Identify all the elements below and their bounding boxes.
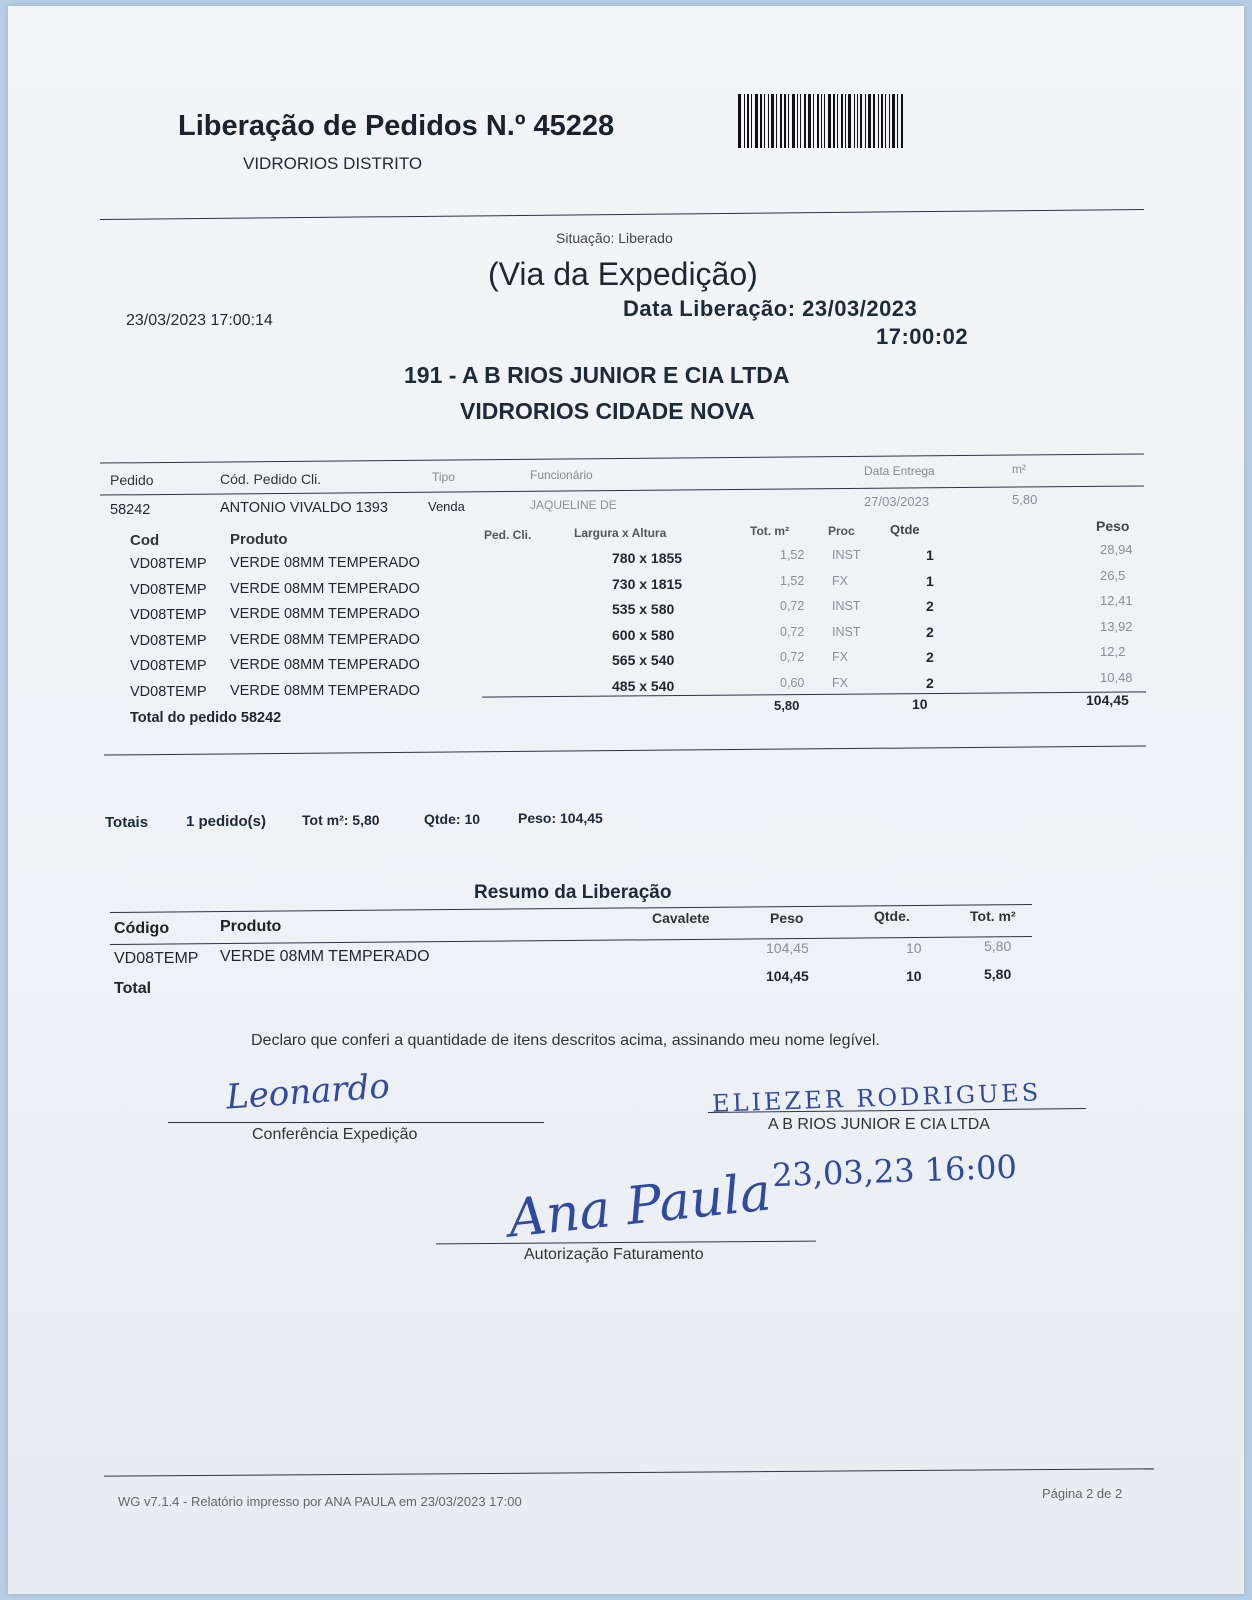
item-peso: 26,5 <box>1100 567 1126 583</box>
item-qtde: 1 <box>926 547 934 563</box>
barcode-bar <box>860 94 862 148</box>
barcode-bar <box>857 94 858 148</box>
barcode-bar <box>889 94 890 148</box>
totals-m2: Tot m²: 5,80 <box>302 812 380 828</box>
item-tot-m2: 1,52 <box>780 548 805 562</box>
barcode-bar <box>784 94 786 148</box>
signature-label-client: A B RIOS JUNIOR E CIA LTDA <box>768 1116 990 1133</box>
barcode-bar <box>837 94 838 148</box>
item-peso: 12,41 <box>1100 593 1133 608</box>
summary-title: Resumo da Liberação <box>474 882 672 903</box>
items-col-produto: Produto <box>230 531 288 548</box>
item-peso: 10,48 <box>1100 669 1133 685</box>
barcode-bar <box>868 94 871 148</box>
item-cod: VD08TEMP <box>130 658 207 674</box>
item-proc: INST <box>832 548 861 562</box>
totals-orders: 1 pedido(s) <box>186 813 267 830</box>
item-tot-m2: 0,72 <box>780 599 805 613</box>
barcode-bar <box>797 94 798 148</box>
handwritten-date: 23,03,23 16:00 <box>771 1147 1018 1195</box>
item-dimensions: 565 x 540 <box>612 652 675 668</box>
barcode-bar <box>768 94 769 148</box>
item-proc: FX <box>832 675 848 690</box>
barcode-bar <box>841 94 843 148</box>
item-produto: VERDE 08MM TEMPERADO <box>230 631 420 648</box>
signature-autorizacao: Ana Paula <box>505 1162 774 1250</box>
status-text: Situação: Liberado <box>556 230 673 246</box>
item-cod: VD08TEMP <box>130 683 207 700</box>
barcode-bar <box>824 94 825 148</box>
summary-total-tot-m2: 5,80 <box>984 966 1012 982</box>
col-tipo: Tipo <box>432 470 455 484</box>
item-cod: VD08TEMP <box>130 607 207 623</box>
summary-col-tot-m2: Tot. m² <box>970 908 1016 924</box>
client-store: VIDRORIOS CIDADE NOVA <box>460 398 755 424</box>
summary-col-cavalete: Cavalete <box>652 910 710 926</box>
copy-type: (Via da Expedição) <box>488 256 758 292</box>
item-cod: VD08TEMP <box>130 581 207 598</box>
barcode-bar <box>828 94 831 148</box>
barcode-bar <box>788 94 789 148</box>
barcode <box>738 94 928 148</box>
col-m2: m² <box>1012 462 1026 476</box>
totals-label: Totais <box>105 814 149 831</box>
barcode-bar <box>764 94 765 148</box>
summary-col-peso: Peso <box>770 910 804 926</box>
barcode-bar <box>747 94 749 148</box>
summary-col-codigo: Código <box>114 920 170 937</box>
item-proc: FX <box>832 650 848 664</box>
signature-line-conferencia <box>168 1122 544 1123</box>
order-employee: JAQUELINE DE <box>530 498 617 512</box>
col-data-entrega: Data Entrega <box>864 464 935 478</box>
release-date: Data Liberação: 23/03/2023 <box>623 296 918 321</box>
col-cod-pedido-cli: Cód. Pedido Cli. <box>220 471 322 487</box>
items-col-tot-m2: Tot. m² <box>750 524 790 538</box>
barcode-bar <box>800 94 801 148</box>
document-page <box>8 6 1244 1594</box>
order-m2: 5,80 <box>1012 492 1038 507</box>
item-qtde: 1 <box>926 572 934 589</box>
barcode-bar <box>813 94 814 148</box>
item-proc: INST <box>832 599 861 613</box>
items-col-ped-cli: Ped. Cli. <box>484 528 532 542</box>
company-name: VIDRORIOS DISTRITO <box>243 154 423 173</box>
item-tot-m2: 1,52 <box>780 573 805 588</box>
item-peso: 12,2 <box>1100 644 1126 659</box>
barcode-bar <box>744 94 745 148</box>
signature-client: ELIEZER RODRIGUES <box>711 1078 1042 1118</box>
item-qtde: 2 <box>926 674 934 691</box>
barcode-bar <box>821 94 822 148</box>
footer-divider <box>104 1468 1154 1476</box>
order-total-m2: 5,80 <box>774 698 800 713</box>
barcode-bar <box>878 94 879 148</box>
item-produto: VERDE 08MM TEMPERADO <box>230 555 420 571</box>
summary-total-qtde: 10 <box>906 968 922 984</box>
barcode-bar <box>755 94 758 148</box>
order-total-peso: 104,45 <box>1086 692 1129 708</box>
item-qtde: 2 <box>926 623 934 640</box>
items-col-dimensions: Largura x Altura <box>574 526 667 540</box>
barcode-bar <box>845 94 846 148</box>
barcode-bar <box>865 94 866 148</box>
barcode-bar <box>780 94 782 148</box>
item-produto: VERDE 08MM TEMPERADO <box>230 580 420 597</box>
items-col-cod: Cod <box>130 532 160 549</box>
signature-label-autorizacao: Autorização Faturamento <box>524 1246 704 1263</box>
item-produto: VERDE 08MM TEMPERADO <box>230 682 420 699</box>
summary-row-produto: VERDE 08MM TEMPERADO <box>220 948 430 965</box>
totals-peso: Peso: 104,45 <box>518 810 603 826</box>
order-delivery-date: 27/03/2023 <box>864 494 930 509</box>
totals-qtde: Qtde: 10 <box>424 811 481 827</box>
items-col-qtde: Qtde <box>890 522 920 537</box>
col-pedido: Pedido <box>110 472 154 488</box>
item-proc: FX <box>832 573 848 588</box>
order-total-qtde: 10 <box>912 696 928 712</box>
print-timestamp: 23/03/2023 17:00:14 <box>126 312 273 329</box>
barcode-bar <box>760 94 762 148</box>
document-title: Liberação de Pedidos N.º 45228 <box>178 110 615 142</box>
footer-print-info: WG v7.1.4 - Relatório impresso por ANA PAULA em 23/03/2023 17:00 <box>118 1494 522 1509</box>
summary-col-qtde: Qtde. <box>874 908 910 924</box>
items-col-proc: Proc <box>828 524 855 538</box>
item-tot-m2: 0,72 <box>780 624 805 639</box>
barcode-bar <box>892 94 895 148</box>
client-name: 191 - A B RIOS JUNIOR E CIA LTDA <box>404 362 790 388</box>
footer-page-number: Página 2 de 2 <box>1042 1486 1123 1501</box>
summary-total-peso: 104,45 <box>766 968 809 984</box>
signature-line-autorizacao <box>436 1241 816 1245</box>
summary-row-codigo: VD08TEMP <box>114 950 199 967</box>
items-total-divider <box>482 691 1146 697</box>
barcode-bar <box>885 94 886 148</box>
barcode-bar <box>792 94 795 148</box>
barcode-bar <box>897 94 898 148</box>
item-peso: 28,94 <box>1100 542 1133 557</box>
barcode-bar <box>751 94 752 148</box>
summary-row-tot-m2: 5,80 <box>984 938 1012 954</box>
item-peso: 13,92 <box>1100 618 1133 634</box>
summary-header-divider <box>110 936 1032 945</box>
item-qtde: 2 <box>926 649 934 665</box>
item-dimensions: 600 x 580 <box>612 626 675 643</box>
item-tot-m2: 0,72 <box>780 650 805 664</box>
order-client-code: ANTONIO VIVALDO 1393 <box>220 500 388 516</box>
barcode-bar <box>738 94 741 148</box>
barcode-bar <box>817 94 819 148</box>
header-divider <box>100 209 1144 220</box>
summary-total-label: Total <box>114 980 152 997</box>
items-col-peso: Peso <box>1096 518 1130 534</box>
item-dimensions: 535 x 580 <box>612 601 675 617</box>
summary-row-qtde: 10 <box>906 940 922 956</box>
order-bottom-divider <box>104 745 1146 755</box>
item-produto: VERDE 08MM TEMPERADO <box>230 657 420 673</box>
barcode-bar <box>901 94 903 148</box>
item-dimensions: 485 x 540 <box>612 677 675 694</box>
col-funcionario: Funcionário <box>530 468 593 482</box>
barcode-bar <box>848 94 851 148</box>
barcode-bar <box>833 94 835 148</box>
barcode-bar <box>804 94 806 148</box>
item-cod: VD08TEMP <box>130 556 207 572</box>
barcode-bar <box>808 94 811 148</box>
release-time: 17:00:02 <box>876 324 969 349</box>
order-total-label: Total do pedido 58242 <box>130 710 282 726</box>
item-proc: INST <box>832 624 861 639</box>
order-top-divider <box>100 453 1144 463</box>
item-produto: VERDE 08MM TEMPERADO <box>230 606 420 622</box>
item-dimensions: 780 x 1855 <box>612 550 683 566</box>
barcode-bar <box>776 94 777 148</box>
declaration-text: Declaro que conferi a quantidade de itens descritos acima, assinando meu nome legível. <box>251 1032 880 1049</box>
signature-label-conferencia: Conferência Expedição <box>252 1126 418 1143</box>
barcode-bar <box>873 94 875 148</box>
barcode-bar <box>854 94 855 148</box>
signature-conferencia: Leonardo <box>224 1066 392 1118</box>
order-number: 58242 <box>110 502 151 518</box>
summary-row-peso: 104,45 <box>766 940 809 956</box>
barcode-bar <box>771 94 774 148</box>
barcode-bar <box>881 94 883 148</box>
order-type: Venda <box>428 499 465 514</box>
item-tot-m2: 0,60 <box>780 675 805 690</box>
summary-col-produto: Produto <box>220 918 282 935</box>
item-qtde: 2 <box>926 598 934 614</box>
item-cod: VD08TEMP <box>130 632 207 649</box>
item-dimensions: 730 x 1815 <box>612 575 683 592</box>
